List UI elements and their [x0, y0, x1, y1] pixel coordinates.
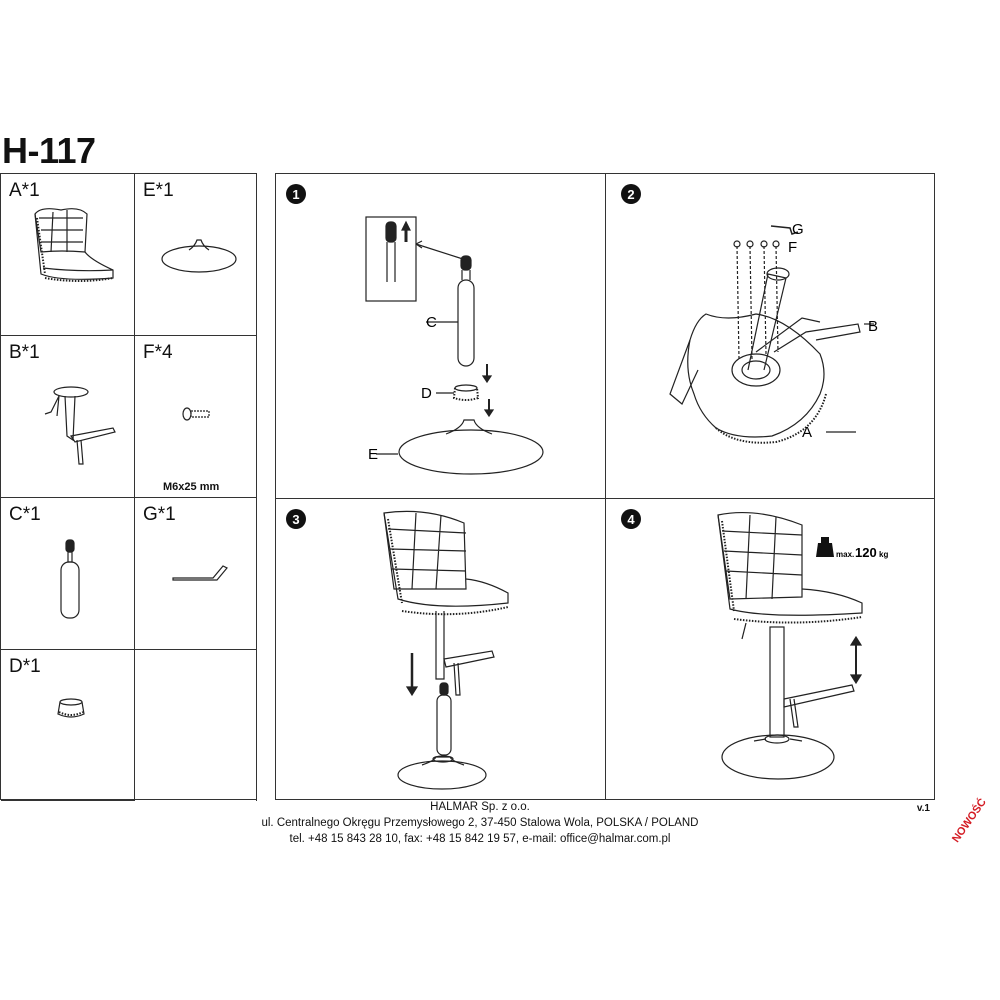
parts-list: [0, 173, 257, 800]
step-3-panel: [276, 499, 606, 799]
step-1-label-e: E: [368, 446, 379, 463]
gas-lift-icon: [1, 498, 135, 650]
part-cell-g: [135, 498, 257, 650]
base-disc-icon: [135, 174, 257, 336]
part-label-a: A*1: [9, 180, 40, 201]
footer-company: HALMAR Sp. z o.o.: [430, 801, 530, 813]
footer-address: ul. Centralnego Okręgu Przemysłowego 2, 37-450 Stalowa Wola, POLSKA / POLAND: [261, 817, 699, 829]
footer-contact: tel. +48 15 843 28 10, fax: +48 15 842 19 57, e-mail: office@halmar.com.pl: [289, 833, 671, 845]
part-cell-d: [1, 650, 135, 801]
step-2-label-a: A: [802, 424, 813, 441]
weight-icon: [816, 543, 834, 557]
max-unit: kg: [879, 550, 889, 559]
part-cell-b: [1, 336, 135, 498]
step-2-label-f: F: [788, 239, 798, 256]
part-label-c: C*1: [9, 504, 41, 525]
allen-key-icon: [135, 498, 257, 650]
step-1-number: 1: [292, 187, 300, 202]
part-label-d: D*1: [9, 656, 41, 677]
step-2-label-g: G: [792, 221, 804, 238]
step-4-diagram: [606, 499, 934, 799]
max-value: 120: [855, 545, 877, 560]
version-label: v.1: [916, 803, 930, 814]
step-2-diagram: [606, 174, 934, 499]
max-label: max.: [836, 550, 855, 559]
part-cell-empty: [135, 650, 257, 801]
part-cell-e: [135, 174, 257, 336]
new-badge: NOWOŚĆ: [950, 796, 989, 845]
screw-icon: [135, 336, 257, 498]
screw-spec: M6x25 mm: [163, 481, 220, 493]
part-label-g: G*1: [143, 504, 176, 525]
step-1-diagram: [276, 174, 606, 499]
footrest-mechanism-icon: [1, 336, 135, 498]
part-label-b: B*1: [9, 342, 40, 363]
step-3-number: 3: [292, 512, 300, 527]
step-3-diagram: [276, 499, 606, 799]
assembly-steps: [275, 173, 935, 800]
step-4-number: 4: [627, 512, 635, 527]
page-title: H-117: [2, 130, 96, 171]
part-label-e: E*1: [143, 180, 174, 201]
step-2-label-b: B: [868, 318, 879, 335]
part-cell-a: [1, 174, 135, 336]
base-cover-ring-icon: [1, 650, 135, 801]
part-cell-c: [1, 498, 135, 650]
part-cell-f: [135, 336, 257, 498]
step-4-panel: [606, 499, 934, 799]
step-2-panel: [606, 174, 934, 499]
step-1-panel: [276, 174, 606, 499]
step-1-label-d: D: [421, 385, 432, 402]
step-1-label-c: C: [426, 314, 437, 331]
seat-icon: [1, 174, 135, 336]
part-label-f: F*4: [143, 342, 173, 363]
step-2-number: 2: [627, 187, 635, 202]
